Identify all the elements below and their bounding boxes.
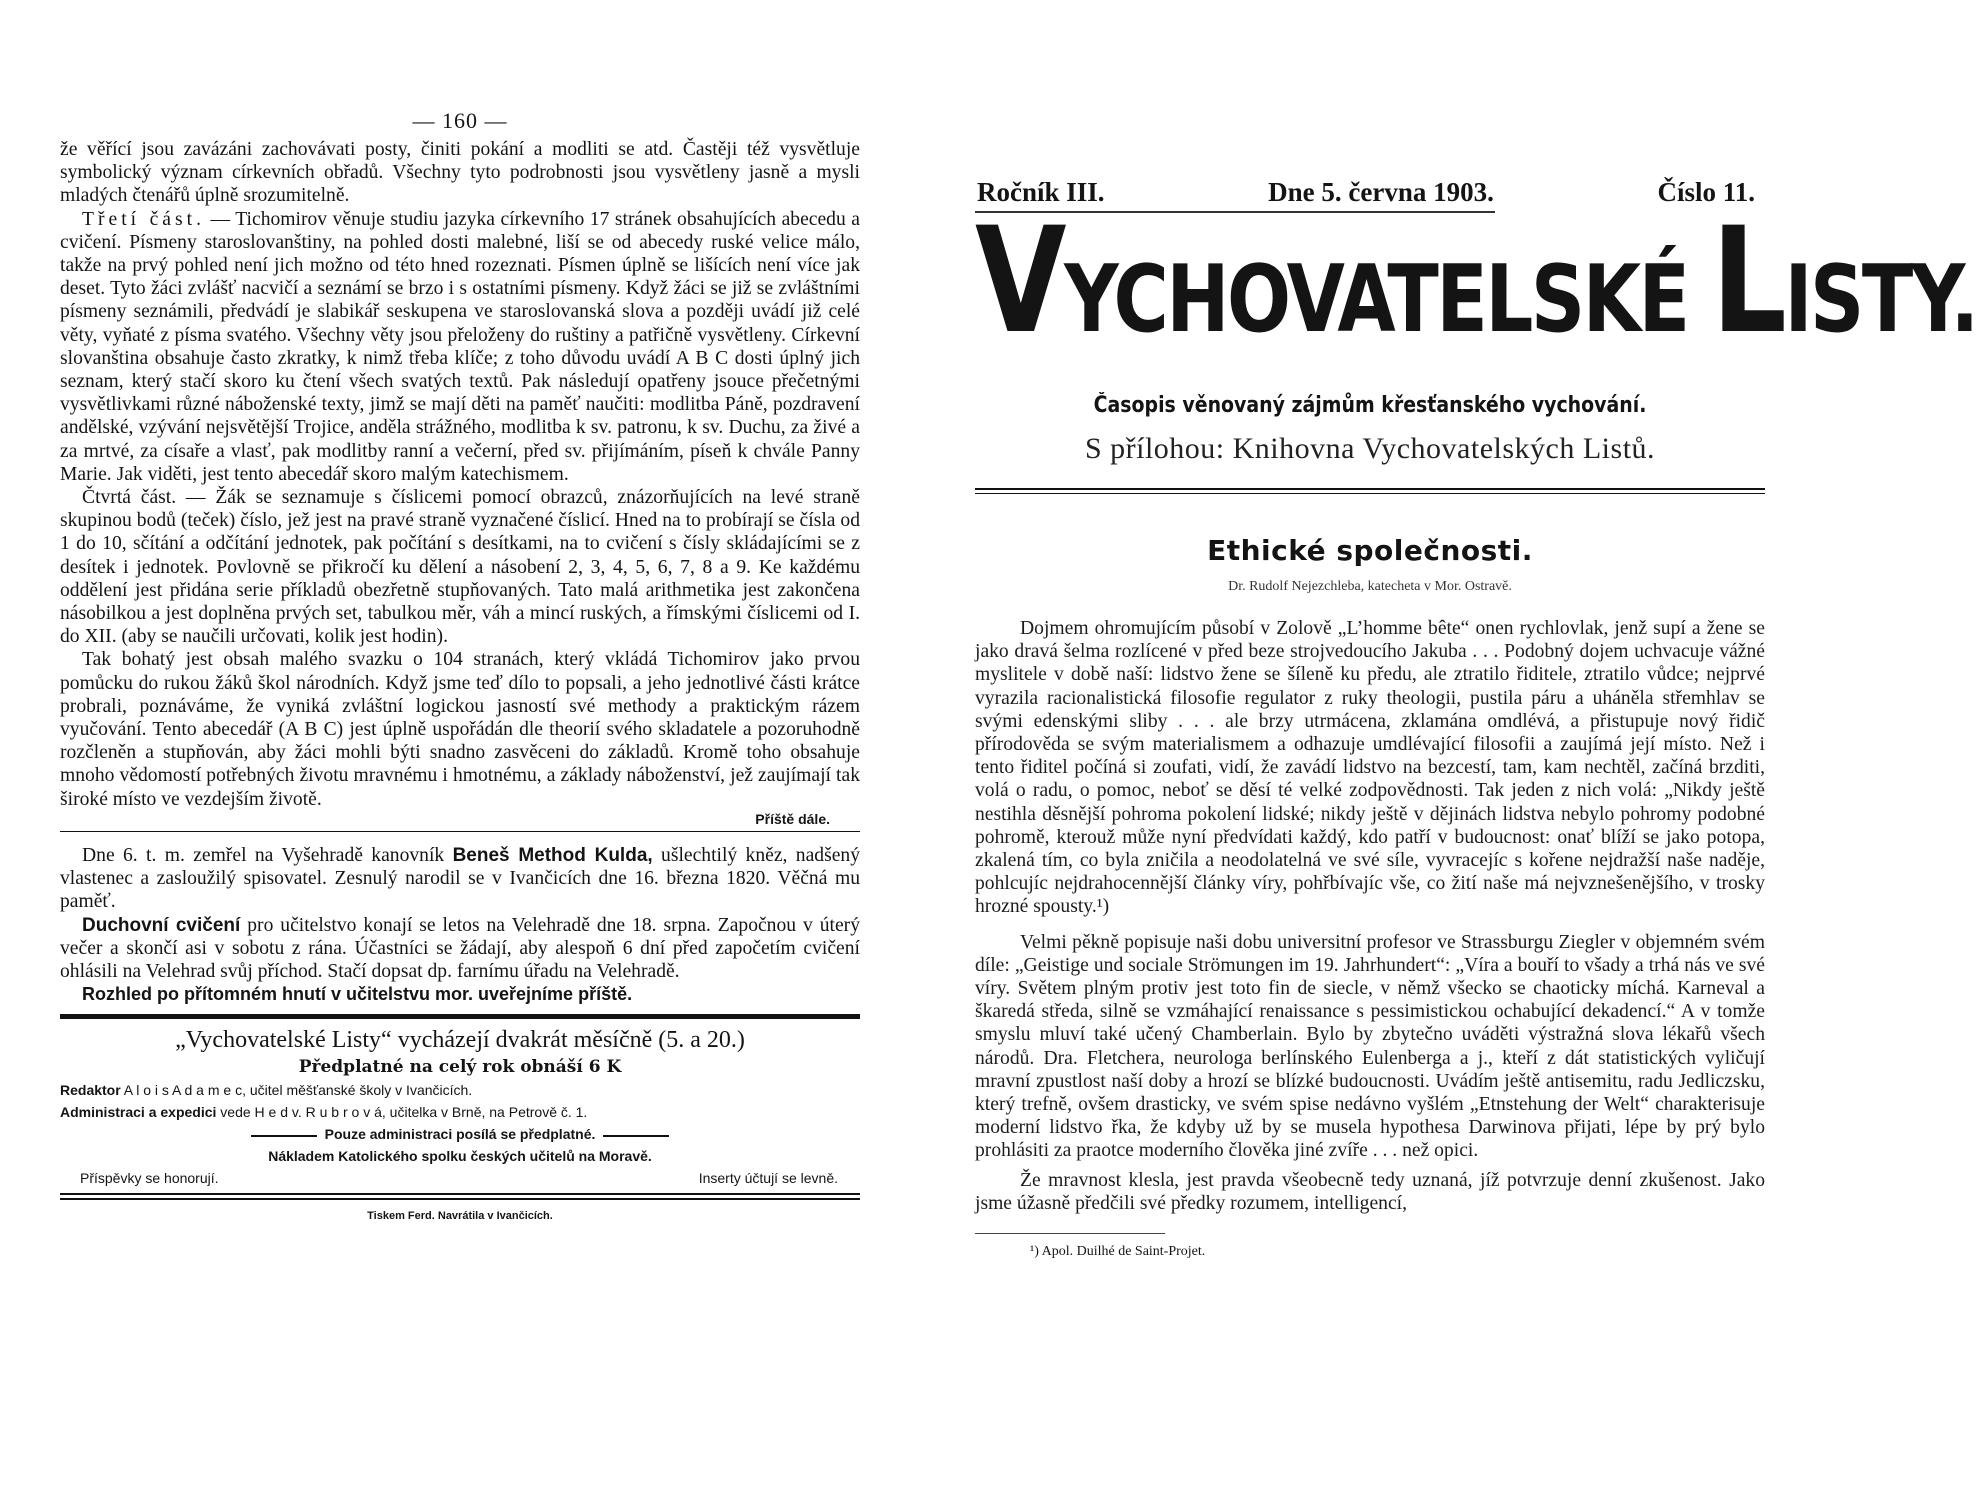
paragraph-part-three [60,208,860,486]
page-number: — 160 — [412,108,508,133]
imprint-subscription: Předplatné na celý rok obnáší 6 K [298,1057,622,1078]
right-page [975,0,1977,1500]
masthead-initial-l: L [1711,196,1785,366]
imprint-admin-only-row [60,1123,860,1145]
masthead-mid: YCHOVATELSKÉ [1064,245,1712,353]
divider-thick [60,1014,860,1019]
continued-note: Příště dále. [755,810,830,827]
imprint-box [60,1025,860,1222]
notice-kulda-name: Beneš Method Kulda, [452,844,653,866]
masthead-supplement: S přílohou: Knihovna Vychovatelských Listů. [1084,432,1656,465]
article-title: Ethické společnosti. [1207,534,1533,567]
part-three-label: Třetí část. [82,208,205,230]
notice-next-issue: Rozhled po přítomném hnutí v učitelstvu mor. uveřejníme příště. [82,984,633,1005]
notice-exercise-text: pro učitelstvo konají se letos na Velehradě dne 18. srpna. Započnou v úterý večer a skončí asi v sobotu z rána. Účastníci se žádají, aby alespoň 6 dní před započetím cvičení ohlásili na Velehrad svůj příchod. Stačí dopsat dp. farnímu úřadu na Velehradě. [60,914,860,982]
divider [60,831,860,832]
notice-kulda-text-a: Dne 6. t. m. zemřel na Vyšehradě kanovník [82,844,453,866]
issue-date: Dne 5. června 1903. [1268,177,1494,207]
article-paragraph-1: Dojmem ohromujícím působí v Zolově „L’homme bête“ onen rychlovlak, jenž supí a žene se jako dravá šelma rozlícené v před beze strojvedoucího Jakuba . . . Podobný dojem uchvacuje vážné myslitele v době naší: lidstvo žene se šíleně ku předu, ale ztratilo řiditele, ztratilo vůdce; nejprvé vyrazila racionalistická filosofie regulator z ruky theologii, pustila páru a uháněla střemhlav se svými edenskými sliby . . . ale brzy utrmácena, zklamána omdlévá, a přistupuje nový řidič přírodověda se svým materialismem a odhazuje umdlévající filosofii a zaujímá její místo. Než i tento řiditel počíná si zoufati, vidí, že zavádí lidstvo na bezcestí, tam, kam nechtěl, začíná brzditi, volá o radu, o pomoc, neboť se děsí té velké zodpovědnosti. Tak jeden z nich volá: „Nikdy ještě nestihla děsnější pohroma pokolení lidské; nikdy ještě v dějinách lidstva nebylo pohromy podobné pohromě, kterouž může nyní předvídati každý, kdo patří v budoucnost: onať blíží se jako potopa, zkalená tím, co byla zničila a neodolatelná ve své síle, vyvracejíc s kořene nejdražší naše naděje, pohlcujíc nejdrahocennější články víry, pohřbívajíc vše, co žití naše má nejvznešenějšího, v trosky hrozné spousty.¹) [975,618,1765,918]
masthead-issue-row [975,176,1765,208]
paragraph-intro: že věřící jsou zavázáni zachovávati posty, činiti pokání a modliti se atd. Častěji též vysvětluje symbolický význam církevních obřadů. Všechny tyto podrobnosti jsou vysvětleny jasně a mysli mladých čtenářů úplně srozumitelně. [60,139,860,207]
imprint-contributions: Příspěvky se honorují. [80,1170,219,1187]
imprint-admin-only: Pouze administraci posílá se předplatné. [324,1126,596,1143]
part-three-text: — Tichomirov věnuje studiu jazyka církevního 17 stránek obsahujících abecedu a cvičení. Písmeny staroslovanštiny, na pohled dosti malebné, liší se od abecedy ruské velice málo, takže na prvý pohled není jich možno od této hned rozeznati. Písmen úplně se lišících není více jak deset. Tyto žáci zvlášť nacvičí a seznámí se brzo i s ostatními písmeny. Když žáci se již se zvláštními písmeny seznámili, předvádí je slabikář seskupena ve staroslovanská slova a později uvádí již celé věty, vyňaté z písma svatého. Všechny věty jsou přeloženy do ruštiny a patřičně vysvětleny. Církevní slovanština obsahuje často zkratky, k nimž třeba klíče; z toho důvodu uvádí A B C dosti úplný jich seznam, který stačí skoro ku čtení všech svatých textů. Pak následují opatřeny jsouce přečetnými vysvětlivkami různé náboženské texty, jimž se mají děti na paměť naučiti: modlitba Páně, pozdravení andělské, vzývání nejsvětější Trojice, anděla strážného, modlitba k sv. patronu, k sv. Duchu, za živé a za mrtvé, za císaře a vlasť, pak modlitby ranní a večerní, před sv. přijímáním, píseň k chvále Panny Marie. Jak viděti, jest tento abecedář skoro malým katechismem. [60,208,860,485]
masthead-title [975,196,1977,366]
imprint-ads: Inserty účtují se levně. [698,1170,838,1187]
masthead-subtitle: Časopis věnovaný zájmům křesťanského vychování. [1093,393,1647,418]
notice-exercise [60,914,860,984]
imprint-editor-label: Redaktor [60,1082,121,1099]
masthead-end: ISTY. [1784,245,1977,353]
imprint-editor [60,1079,860,1101]
imprint-editor-text: A l o i s A d a m e c, učitel měšťanské školy v Ivančicích. [120,1082,473,1099]
part-four-label: Čtvrtá část. [82,487,177,509]
masthead-initial-v: V [975,196,1065,366]
imprint-fees-row [60,1167,860,1189]
notice-exercise-label: Duchovní cvičení [82,914,241,936]
part-four-text: — Žák se seznamuje s číslicemi pomocí obrazců, znázorňujících na levé straně skupinou bodů (teček) číslo, jež jest na pravé straně vyznačené číslicí. Hned na to probírají se čísla od 1 do 10, sčítání a odčítání jednotek, pak počítání s desítkami, na to cvičení s čísly skládajícími se z desítek i jednotek. Povlovně se přikročí ku dělení a násobení 2, 3, 4, 5, 6, 7, 8 a 9. Ke každému oddělení jest přidána serie příkladů obezřetně stupňovaných. Tato malá arithmetika jest zakončena násobilkou a jest doplněna prvých set, tabulkou měr, váh a mincí ruských, a římskými číslicemi od I. do XII. (aby se naučili určovati, kolik jest hodin). [60,487,861,648]
article-byline: Dr. Rudolf Nejezchleba, katecheta v Mor. Ostravě. [1228,579,1512,594]
imprint-double-rule [60,1193,860,1200]
left-page [60,0,860,1500]
footnote-rule [975,1233,1165,1234]
imprint-title: „Vychovatelské Listy“ vycházejí dvakrát měsíčně (5. a 20.) [175,1027,745,1054]
article-paragraph-2: Velmi pěkně popisuje naši dobu universitní profesor ve Strassburgu Ziegler v objemném svém díle: „Geistige und sociale Strömungen im 19. Jahrhundert“: „Víra a bouří to všady a trhá nás ve své víry. Světem plným protiv jest toto fin de siecle, v němž všecko se chaoticky míchá. Karneval a škaredá středa, silně se vzmáhající renaissance s pessimistickou ochabující dekadencí.“ A v tomže smyslu mluví také učený Chamberlain. Bylo by zbytečno uváděti výstražná slova lékařů všech národů. Dra. Fletchera, neurologa berlínského Eulenberga a j., kteří z dát statistických vyličují mravní zpustlost naší doby a hrozí se blízké budoucnosti. Uvádím ještě antisemitu, radu Jedliczsku, který trefně, ovšem drasticky, ve svém spise nedávno vyšlém „Etnstehung der Welt“ charakterisuje moderní lidstvo řka, že kdyby už by se musela hypothesa Darwinova přijati, lépe by prý bylo prohlásiti za praotce moderního člověka jiné zvíře . . . než opici. [975,931,1765,1162]
imprint-printer: Tiskem Ferd. Navrátila v Ivančicích. [367,1210,553,1223]
paragraph-part-four [60,486,860,648]
masthead-double-rule [975,488,1765,494]
imprint-admin-text: vede H e d v. R u b r o v á, učitelka v Brně, na Petrově č. 1. [216,1104,588,1121]
imprint-admin [60,1101,860,1123]
imprint-publisher: Nákladem Katolického spolku českých učitelů na Moravě. [268,1148,652,1165]
notice-kulda [60,844,860,914]
issue-number: Číslo 11. [1657,177,1755,207]
article-paragraph-3: Že mravnost klesla, jest pravda všeobecně tedy uznaná, jíž potvrzuje denní zkušenost. Jako jsme úžasně předčili své předky rozumem, intelligencí, [975,1169,1765,1214]
imprint-admin-label: Administraci a expedici [60,1104,217,1121]
notice-kulda-text-b: ušlechtilý kněz, nadšený vlastenec a zasloužilý spisovatel. Zesnulý narodil se v Ivančicích dne 16. března 1820. Věčná mu paměť. [60,844,860,913]
footnote: ¹) Apol. Duilhé de Saint-Projet. [1030,1244,1206,1260]
paragraph-summary: Tak bohatý jest obsah malého svazku o 104 stranách, který vkládá Tichomirov jako prvou pomůcku do rukou žáků škol národních. Když jsme teď dílo to popsali, a jeho jednotlivé části krátce probrali, poznáváme, že vyniká zvláštní logickou jasností své methody a praktickým rázem vyučování. Tento abecedář (A B C) jest úplně uspořádán dle theorií svého skladatele a pozoruhodně rozčleněn a stupňován, aby žáci mohli býti snadno zasvěceni do základů. Kromě toho obsahuje mnoho vědomostí potřebných životu mravnému i hmotnému, a základy náboženství, jež zaujímají tak široké místo ve vezdejším životě. [60,649,860,810]
volume-label: Ročník III. [977,177,1105,207]
